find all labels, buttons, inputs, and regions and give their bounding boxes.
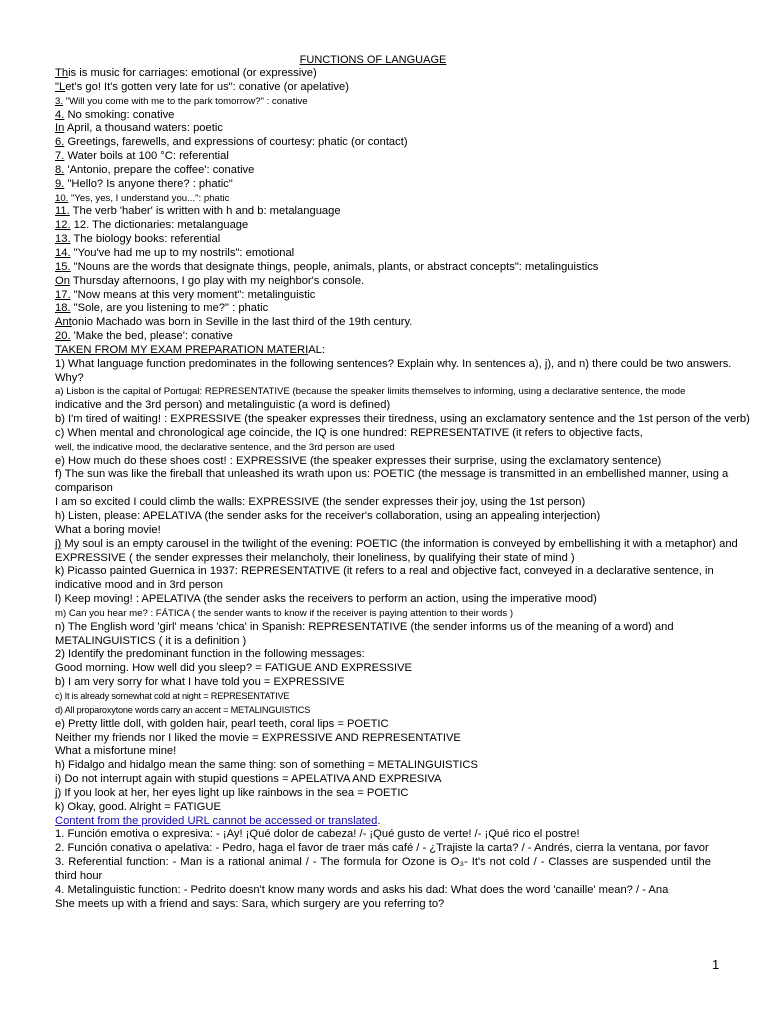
text-line: [55, 801, 711, 815]
text-line: [55, 441, 711, 455]
text-line: [55, 718, 711, 732]
line-text: 'Antonio, prepare the coffee': conative: [64, 163, 255, 176]
text-line: [55, 150, 711, 164]
text-line: [55, 759, 711, 773]
text-line: [55, 607, 711, 621]
text-line: [55, 482, 711, 496]
text-line: [55, 787, 711, 801]
line-text: Neither my friends nor I liked the movie = EXPRESSIVE AND REPRESENTATIVE: [55, 731, 461, 744]
text-line: [55, 95, 711, 109]
line-marker: 8.: [55, 163, 65, 176]
link-line: [55, 815, 711, 829]
text-line: [55, 704, 711, 718]
line-marker: 11.: [55, 205, 70, 218]
line-text: "Will you come with me to the park tomorrow?" : conative: [63, 95, 308, 107]
line-text: b) I'm tired of waiting! : EXPRESSIVE (the speaker expresses their tiredness, using an exclamatory sentence and the 1st person of the verb): [55, 413, 750, 426]
line-marker: 7.: [55, 150, 65, 163]
line-text: "Hello? Is anyone there? : phatic": [64, 177, 233, 190]
line-text: indicative mood and in 3rd person: [55, 579, 223, 592]
line-text: AL:: [308, 343, 325, 356]
text-line: [55, 192, 711, 206]
text-line: [55, 496, 711, 510]
text-line: [55, 178, 711, 192]
line-text: "Sole, are you listening to me?" : phatic: [70, 302, 269, 315]
text-line: [55, 773, 711, 787]
text-line: [55, 233, 711, 247]
line-text: METALINGUISTICS ( it is a definition ): [55, 634, 247, 647]
text-line: [55, 455, 711, 469]
text-line: [55, 621, 711, 635]
text-line: [55, 372, 711, 386]
line-text: b) I am very sorry for what I have told you = EXPRESSIVE: [55, 676, 345, 689]
line-marker: 18.: [55, 302, 71, 315]
document-page: [55, 53, 750, 911]
line-text: Water boils at 100 °C: referential: [64, 150, 229, 163]
text-line: [55, 109, 711, 123]
line-text: indicative and the 3rd person) and metalinguistic (a word is defined): [55, 399, 391, 412]
line-text: The biology books: referential: [70, 233, 221, 246]
line-marker: Th: [55, 67, 69, 79]
line-text: onio Machado was born in Seville in the last third of the 19th century.: [71, 316, 413, 329]
line-text: Greetings, farewells, and expressions of courtesy: phatic (or contact): [64, 136, 408, 149]
text-line: [55, 537, 738, 552]
line-text: 2) Identify the predominant function in the following messages:: [55, 648, 365, 661]
line-text: Why?: [55, 371, 84, 384]
text-line: [55, 579, 711, 593]
line-text: 1) What language function predominates in the following sentences? Explain why. In sentences a), j), and n) there could be two answers.: [55, 357, 732, 370]
text-line: [55, 648, 711, 662]
line-text: I am so excited I could climb the walls: EXPRESSIVE (the sender expresses their joy, using the 1st person): [55, 496, 586, 509]
line-text: What a misfortune mine!: [55, 745, 177, 758]
line-text: EXPRESSIVE ( the sender expresses their melancholy, their loneliness, by qualifying their state of mind ): [55, 551, 575, 564]
line-text: i) Do not interrupt again with stupid questions = APELATIVA AND EXPRESIVA: [55, 773, 442, 786]
line-marker: 12.: [55, 219, 71, 232]
line-text: j) If you look at her, her eyes light up like rainbows in the sea = POETIC: [55, 786, 409, 799]
text-line: [55, 81, 711, 95]
line-text: 12. The dictionaries: metalanguage: [70, 219, 249, 232]
line-text: Thursday afternoons, I go play with my neighbor's console.: [69, 274, 365, 287]
line-marker: 10.: [55, 192, 69, 204]
text-line: [55, 510, 711, 524]
text-line: [55, 122, 711, 136]
line-text: f) The sun was like the fireball that unleashed its wrath upon us: POETIC (the message is transmitted in an embellished manner, using a: [55, 468, 729, 481]
text-line: [55, 219, 711, 233]
text-line: [55, 690, 711, 704]
line-text: k) Okay, good. Alright = FATIGUE: [55, 800, 221, 813]
line-marker: 3.: [55, 95, 64, 107]
emotive-function-line: 1. Función emotiva o expresiva: - ¡Ay! ¡Qué dolor de cabeza! /- ¡Qué gusto de verte! /- ¡Qué rico el postre!: [55, 828, 580, 841]
text-line: [55, 427, 711, 441]
line-text: k) Picasso painted Guernica in 1937: REPRESENTATIVE (it refers to a real and objective fact, conveyed in a declarative sentence, in: [55, 565, 714, 578]
document-title: FUNCTIONS OF LANGUAGE: [299, 54, 447, 66]
text-line: [55, 205, 711, 219]
text-line: [55, 565, 714, 579]
text-line: [55, 676, 711, 690]
text-line: [55, 67, 711, 81]
line-text: "Yes, yes, I understand you...": phatic: [68, 192, 230, 204]
text-line: [55, 732, 711, 746]
line-text: well, the indicative mood, the declarative sentence, and the 3rd person are used: [55, 441, 395, 453]
text-line: [55, 344, 711, 358]
text-line: [55, 330, 711, 344]
text-line: [55, 275, 711, 289]
line-text: "Now means at this very moment": metalinguistic: [70, 288, 316, 301]
line-text: "Nouns are the words that designate things, people, animals, plants, or abstract concepts": metalinguistics: [70, 260, 599, 273]
text-line: [55, 247, 711, 261]
line-marker: 13.: [55, 233, 71, 246]
line-text: c) When mental and chronological age coincide, the IQ is one hundred: REPRESENTATIVE (it refers to objective facts,: [55, 426, 643, 439]
text-line: [55, 524, 711, 538]
line-text: l) Keep moving! : APELATIVA (the sender asks the receivers to perform an action, using the imperative mood): [55, 593, 597, 606]
line-text: April, a thousand waters: poetic: [64, 122, 223, 135]
line-marker: 4.: [55, 108, 65, 121]
line-marker: TAKEN FROM MY EXAM PREPARATION MATERI: [55, 343, 309, 356]
line-text: comparison: [55, 482, 113, 495]
text-line: [55, 468, 729, 482]
text-line: [55, 593, 711, 607]
text-line: [55, 413, 750, 427]
line-marker: 6.: [55, 136, 65, 149]
line-text: The verb 'haber' is written with h and b: metalanguage: [69, 205, 341, 218]
text-line: [55, 316, 711, 330]
line-text: My soul is an empty carousel in the twilight of the evening: POETIC (the information is conveyed by embellishing it with a metaphor) and: [61, 537, 738, 550]
line-text: Good morning. How well did you sleep? = FATIGUE AND EXPRESSIVE: [55, 662, 413, 675]
line-text: No smoking: conative: [64, 108, 175, 121]
line-text: n) The English word 'girl' means 'chica' in Spanish: REPRESENTATIVE (the sender informs us of the meaning of a word) and: [55, 620, 674, 633]
metalinguistic-function-line-2: She meets up with a friend and says: Sara, which surgery are you referring to?: [55, 897, 445, 910]
text-line: [55, 635, 711, 649]
text-line: [55, 745, 711, 759]
line-text: e) Pretty little doll, with golden hair, pearl teeth, coral lips = POETIC: [55, 717, 389, 730]
line-text: is is music for carriages: emotional (or expressive): [68, 67, 317, 79]
text-line: [55, 552, 711, 566]
line-marker: In: [55, 122, 65, 135]
line-marker: 17.: [55, 288, 71, 301]
text-line: [55, 164, 711, 178]
line-text: 'Make the bed, please': conative: [70, 330, 233, 343]
line-text: a) Lisbon is the capital of Portugal: REPRESENTATIVE (because the speaker limits themselves to informing, using a declarative sentence, the mode: [55, 386, 686, 398]
text-line: [55, 662, 711, 676]
conative-function-line: 2. Función conativa o apelativa: - Pedro, haga el favor de traer más café / - ¿Trajiste la carta? / - Andrés, cierra la ventana, por favor: [55, 842, 709, 855]
line-text: "You've had me up to my nostrils": emotional: [70, 246, 295, 259]
metalinguistic-function-line: 4. Metalinguistic function: - Pedrito doesn't know many words and asks his dad: What does the word 'canaille' mean? / - Ana: [55, 883, 669, 896]
text-line: [55, 399, 711, 413]
line-marker: On: [55, 274, 70, 287]
line-marker: 14.: [55, 246, 71, 259]
link-suffix: .: [377, 814, 381, 827]
line-marker: Ant: [55, 316, 72, 329]
line-text: m) Can you hear me? : FÁTICA ( the sender wants to know if the receiver is paying attention to their words ): [55, 607, 514, 619]
untranslated-link[interactable]: Content from the provided URL cannot be accessed or translated: [55, 814, 378, 827]
line-text: et's go! It's gotten very late for us": conative (or apelative): [65, 80, 349, 93]
line-marker: "L: [55, 80, 66, 93]
text-line: [55, 302, 711, 316]
line-marker: j): [55, 537, 62, 550]
line-text: c) It is already somewhat cold at night = REPRESENTATIVE: [55, 690, 290, 701]
text-line: [55, 289, 711, 303]
line-text: h) Listen, please: APELATIVA (the sender asks for the receiver's collaboration, using an appealing interjection): [55, 510, 601, 522]
line-marker: 15.: [55, 260, 71, 273]
line-text: e) How much do these shoes cost! : EXPRESSIVE (the speaker expresses their surprise, using the exclamatory sentence): [55, 454, 662, 467]
line-marker: 20.: [55, 330, 71, 343]
referential-function-line: 3. Referential function: - Man is a rational animal / - The formula for Ozone is O₃- It's not cold / - Classes are suspended until the third hour: [55, 856, 711, 882]
document-body: [55, 67, 750, 815]
line-text: h) Fidalgo and hidalgo mean the same thing: son of something = METALINGUISTICS: [55, 759, 478, 772]
text-line: [55, 261, 711, 275]
text-line: [55, 385, 711, 399]
line-text: What a boring movie!: [55, 523, 161, 536]
line-text: d) All proparoxytone words carry an accent = METALINGUISTICS: [55, 704, 311, 715]
line-marker: 9.: [55, 177, 65, 190]
text-line: [55, 357, 732, 372]
text-line: [55, 136, 711, 150]
page-number: 1: [712, 957, 720, 972]
